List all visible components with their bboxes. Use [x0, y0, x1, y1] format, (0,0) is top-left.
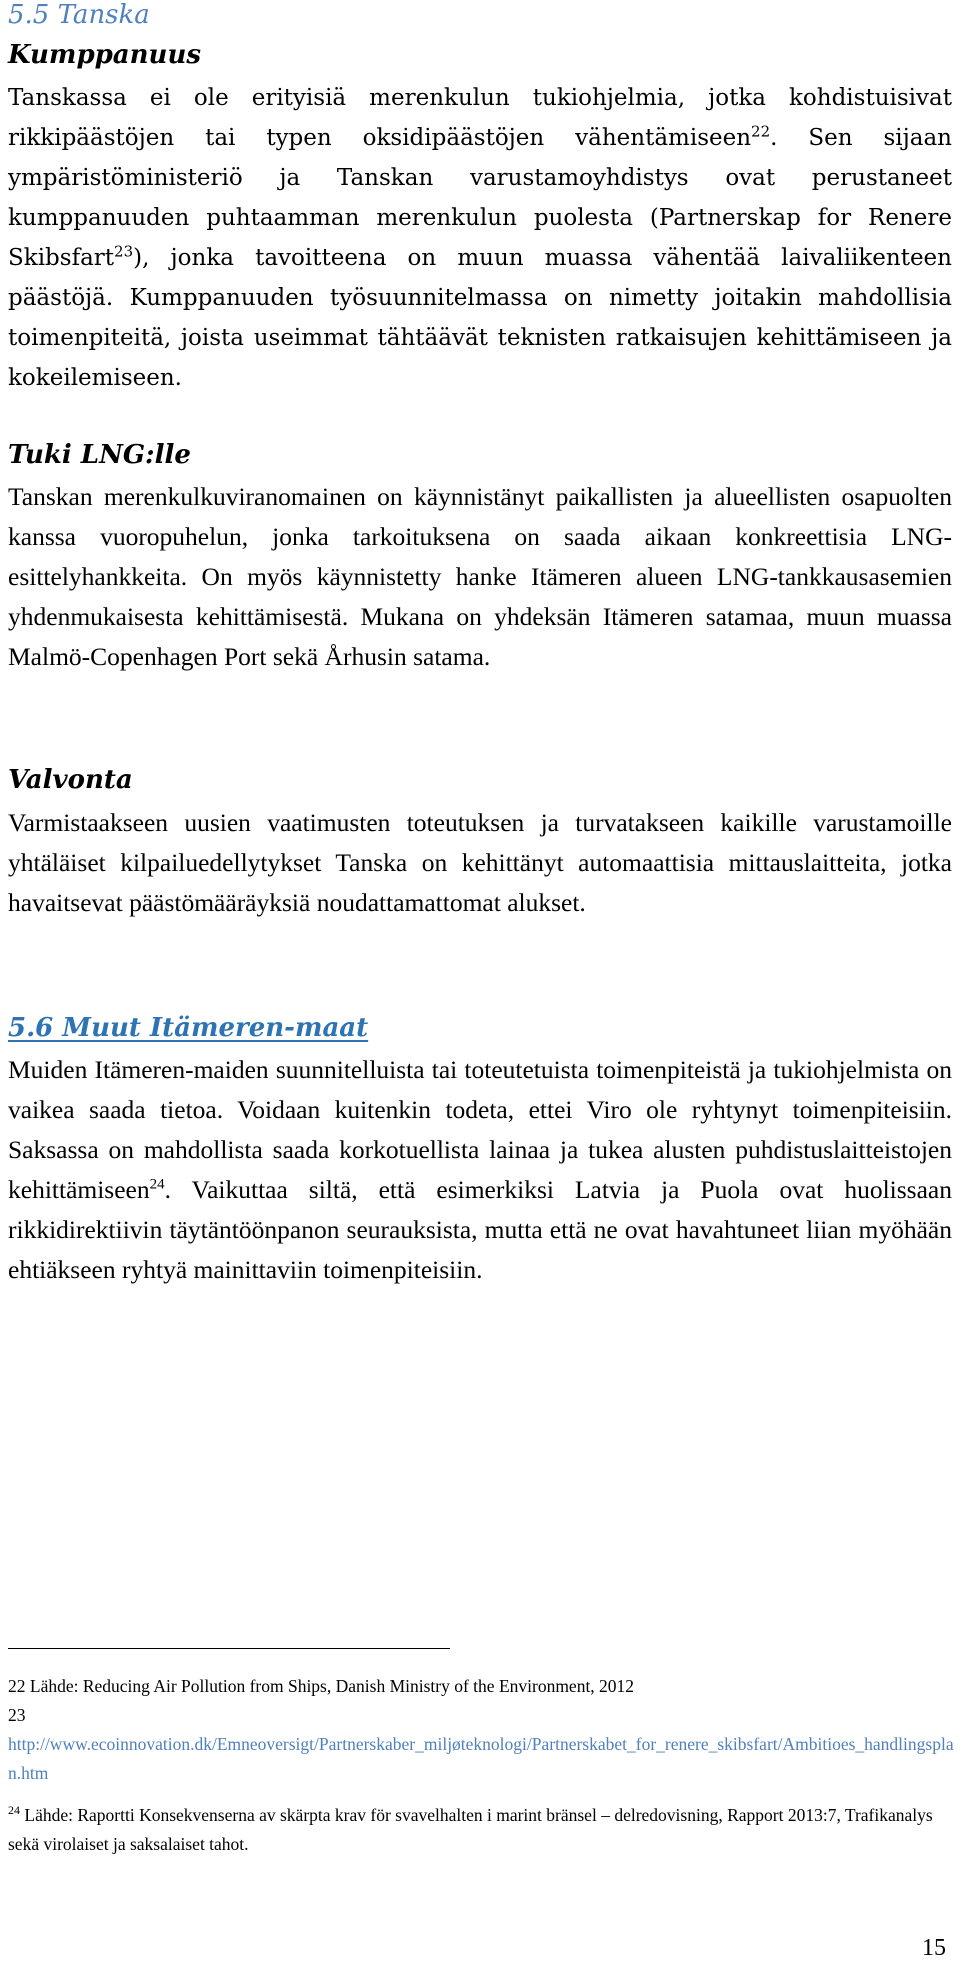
section-heading-5-5: 5.5 Tanska — [8, 0, 150, 30]
footnote-ref-23[interactable]: 23 — [114, 242, 134, 261]
page-number: 15 — [922, 1935, 946, 1961]
paragraph-valvonta: Varmistaakseen uusien vaatimusten toteutuksen ja turvatakseen kaikille varustamoille yhtäläiset kilpailuedellytykset Tanska on kehittänyt automaattisia mittauslaitteita, jotka havaitsevat päästömääräyksiä noudattamattomat alukset. — [8, 808, 952, 917]
footnote-24-number: 24 — [8, 1803, 20, 1818]
footnote-23-link[interactable]: http://www.ecoinnovation.dk/Emneoversigt/Partnerskaber_miljøteknologi/Partnerskabet_for_renere_skibsfart/Ambitioes_handlingsplan.htm — [8, 1734, 954, 1783]
footnote-22: 22 Lähde: Reducing Air Pollution from Ships, Danish Ministry of the Environment, 2012 — [8, 1676, 635, 1696]
footnote-24-text: Lähde: Raportti Konsekvenserna av skärpta krav för svavelhalten i marint bränsel – delredovisning, Rapport 2013:7, Trafikanalys sekä virolaiset ja saksalaiset tahot. — [8, 1805, 933, 1854]
text-run: Muiden Itämeren-maiden suunnitelluista tai toteutetuista toimenpiteistä ja tukiohjelmista on vaikea saada tietoa. Voidaan kuitenkin todeta, ettei Viro ole ryhtynyt toimenpiteisiin. Saksassa on mahdollista saada korkotuellista lainaa ja tukea alusten puhdistuslaitteistojen kehittämiseen — [8, 1055, 952, 1204]
section-heading-5-6[interactable]: 5.6 Muut Itämeren-maat — [8, 1013, 369, 1043]
subheading-kumppanuus: Kumppanuus — [8, 40, 201, 70]
text-run: ), jonka tavoitteena on muun muassa vähentää laivaliikenteen päästöjä. Kumppanuuden työsuunnitelmassa on nimetty joitakin mahdollisia toimenpiteitä, joista useimmat tähtäävät teknisten ratkaisujen kehittämiseen ja kokeilemiseen. — [8, 245, 952, 391]
subheading-tuki-lng: Tuki LNG:lle — [8, 440, 191, 470]
footnote-23-number: 23 — [8, 1705, 26, 1725]
paragraph-muut-itameren-maat — [8, 1050, 952, 1290]
paragraph-tuki-lng: Tanskan merenkulkuviranomainen on käynnistänyt paikallisten ja alueellisten osapuolten kanssa vuoropuhelun, jonka tarkoituksena on saada aikaan konkreettisia LNG-esittelyhankkeita. On myös käynnistetty hanke Itämeren alueen LNG-tankkausasemien yhdenmukaisesta kehittämisestä. Mukana on yhdeksän Itämeren satamaa, muun muassa Malmö-Copenhagen Port sekä Århusin satama. — [8, 482, 952, 671]
footnote-ref-22[interactable]: 22 — [751, 122, 771, 141]
text-run: . Sen sijaan ympäristöministeriö ja Tanskan varustamoyhdistys ovat perustaneet kumppanuuden puhtaamman merenkulun puolesta (Partnerskap for Renere Skibsfart — [8, 125, 952, 271]
footnote-separator — [8, 1648, 450, 1649]
paragraph-kumppanuus — [8, 78, 952, 398]
text-run: . Vaikuttaa siltä, että esimerkiksi Latvia ja Puola ovat huolissaan rikkidirektiivin täytäntöönpanon seurauksista, mutta että ne ovat havahtuneet liian myöhään ehtiäkseen ryhtyä mainittaviin toimenpiteisiin. — [8, 1175, 952, 1284]
subheading-valvonta: Valvonta — [8, 765, 133, 795]
footnote-ref-24[interactable]: 24 — [149, 1176, 165, 1193]
footnote-24 — [8, 1801, 958, 1859]
text-run: Tanskassa ei ole erityisiä merenkulun tukiohjelmia, jotka kohdistuisivat rikkipäästöjen tai typen oksidipäästöjen vähentämiseen — [8, 85, 952, 151]
footnote-23 — [8, 1730, 958, 1788]
